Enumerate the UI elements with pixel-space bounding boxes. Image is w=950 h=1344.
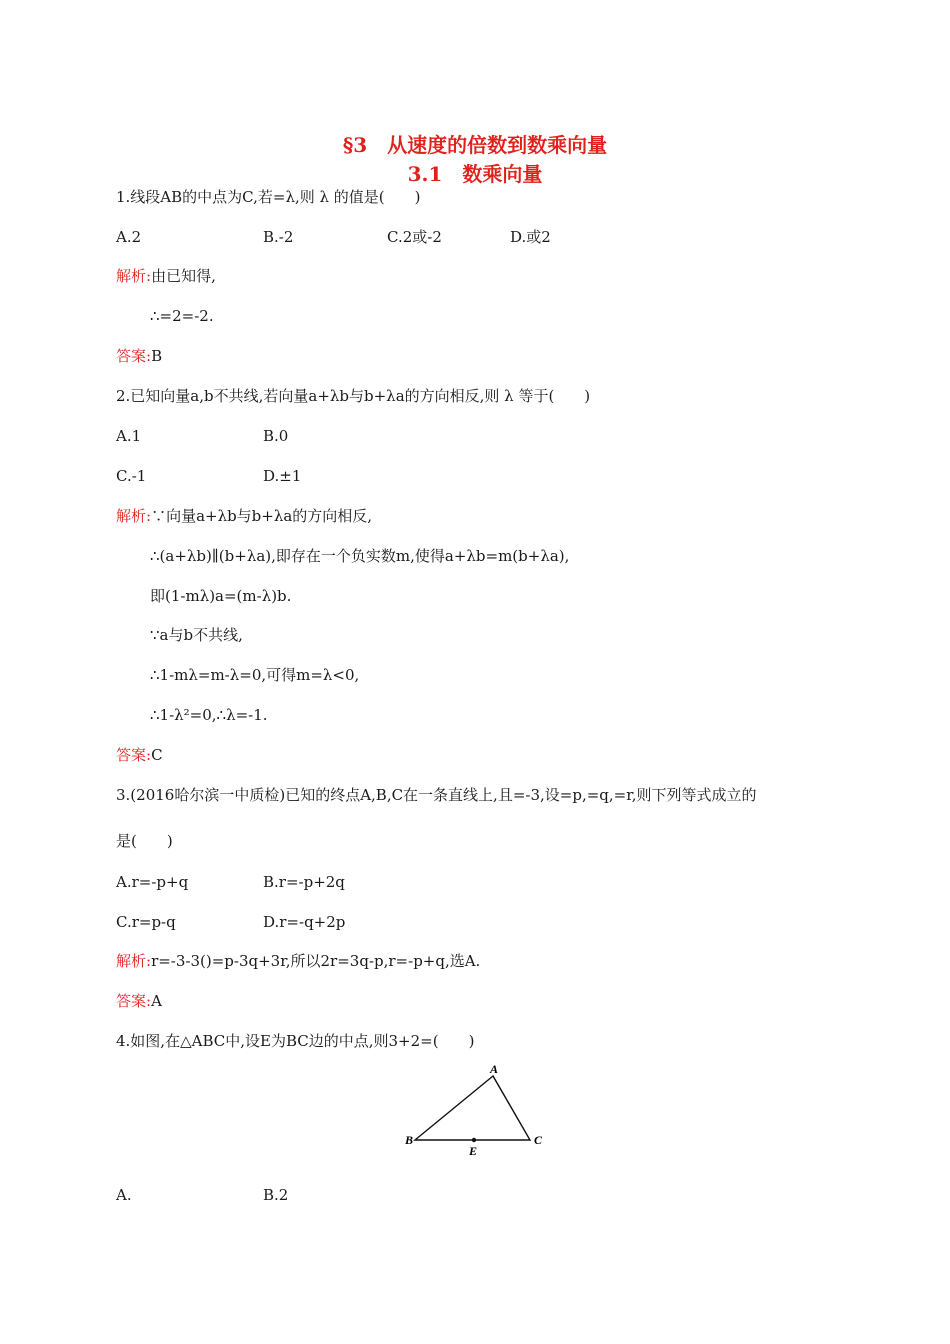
label-b: B	[405, 1133, 414, 1147]
q1-answer	[116, 346, 162, 366]
q3-stem: 3.(2016哈尔滨一中质检)已知的终点A,B,C在一条直线上,且=-3,设=p,=q,=r,则下列等式成立的	[116, 786, 757, 804]
q2-answer	[116, 745, 163, 765]
q2-solution-label: 解析:	[116, 507, 152, 525]
q2-step-4: ∴1-mλ=m-λ=0,可得m=λ<0,	[150, 666, 360, 684]
q4-option-a: A.	[116, 1186, 132, 1204]
q3-solution-text: r=-3-3()=p-3q+3r,所以2r=3q-p,r=-p+q,选A.	[151, 952, 481, 970]
label-e: E	[469, 1144, 478, 1158]
q1-step: ∴=2=-2.	[150, 307, 214, 325]
q3-solution	[116, 951, 480, 971]
q1-solution-label: 解析:	[116, 267, 152, 285]
triangle-figure	[400, 1060, 560, 1160]
q2-step-2: 即(1-mλ)a=(m-λ)b.	[150, 587, 292, 605]
q2-option-c: C.-1	[116, 467, 147, 485]
q2-option-b: B.0	[263, 427, 289, 445]
q2-step-5: ∴1-λ²=0,∴λ=-1.	[150, 706, 268, 724]
q3-option-c: C.r=p-q	[116, 913, 176, 931]
q2-stem: 2.已知向量a,b不共线,若向量a+λb与b+λa的方向相反,则 λ 等于( )	[116, 387, 591, 405]
q4-option-b: B.2	[263, 1186, 289, 1204]
q1-solution-text: 由已知得,	[151, 267, 216, 285]
q3-answer	[116, 991, 162, 1011]
subsection-title: 3.1 数乘向量	[407, 162, 543, 186]
q1-option-c: C.2或-2	[387, 228, 442, 246]
q2-answer-label: 答案:	[116, 746, 152, 764]
q1-solution	[116, 266, 216, 286]
q1-option-a: A.2	[116, 228, 142, 246]
q3-stem-cont: 是( )	[116, 832, 173, 850]
q2-option-a: A.1	[116, 427, 142, 445]
q3-answer-value: A	[151, 992, 162, 1010]
q2-step-1: ∴(a+λb)∥(b+λa),即存在一个负实数m,使得a+λb=m(b+λa),	[150, 547, 570, 565]
q2-step-3: ∵a与b不共线,	[150, 626, 243, 644]
q2-option-d: D.±1	[263, 467, 302, 485]
q3-option-b: B.r=-p+2q	[263, 873, 345, 891]
q3-answer-label: 答案:	[116, 992, 152, 1010]
section-title: §3 从速度的倍数到数乘向量	[342, 133, 608, 157]
midpoint-e	[472, 1138, 476, 1142]
q3-option-a: A.r=-p+q	[116, 873, 189, 891]
q1-answer-value: B	[151, 347, 163, 365]
q3-solution-label: 解析:	[116, 952, 152, 970]
triangle-abc	[415, 1076, 530, 1140]
q3-option-d: D.r=-q+2p	[263, 913, 346, 931]
label-c: C	[534, 1133, 543, 1147]
q2-solution	[116, 506, 372, 526]
q1-stem: 1.线段AB的中点为C,若=λ,则 λ 的值是( )	[116, 188, 421, 206]
q1-option-d: D.或2	[510, 228, 551, 246]
q4-stem: 4.如图,在△ABC中,设E为BC边的中点,则3+2=( )	[116, 1032, 475, 1050]
q2-answer-value: C	[151, 746, 163, 764]
q2-solution-text: ∵向量a+λb与b+λa的方向相反,	[151, 507, 373, 525]
q1-option-b: B.-2	[263, 228, 294, 246]
q1-answer-label: 答案:	[116, 347, 152, 365]
label-a: A	[490, 1062, 499, 1076]
